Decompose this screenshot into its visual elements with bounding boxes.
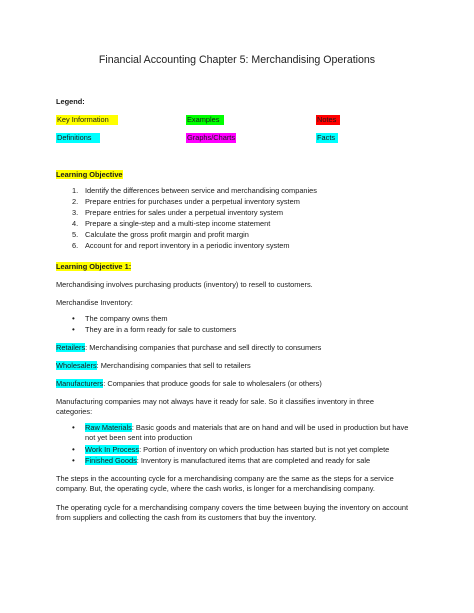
- category-text: : Inventory is manufactured items that are completed and ready for sale: [136, 456, 371, 466]
- category-term: Finished Goods: [85, 456, 137, 466]
- legend-facts-label: Facts: [316, 133, 338, 143]
- definition-wholesalers: [56, 361, 251, 371]
- definition-term: Manufacturers: [56, 379, 104, 388]
- merchandise-inventory-heading: Merchandise Inventory:: [56, 298, 133, 307]
- learning-objective-heading-text: Learning Objective: [56, 170, 123, 179]
- legend-key-information-label: Key Information: [56, 115, 118, 125]
- learning-objective-1-heading-text: Learning Objective 1:: [56, 262, 132, 271]
- legend-notes-label: Notes: [316, 115, 340, 125]
- accounting-cycle-paragraph: The steps in the accounting cycle for a merchandising company are the same as the steps for a service company. But, the operating cycle, where the cash works, is longer for a merchandising company.: [56, 474, 394, 493]
- category-text: : Portion of inventory on which production has started but is not yet complete: [139, 445, 390, 454]
- document-title: Financial Accounting Chapter 5: Merchandising Operations: [98, 54, 376, 66]
- legend-examples-label: Examples: [186, 115, 224, 125]
- merchandising-intro: Merchandising involves purchasing products (inventory) to resell to customers.: [56, 280, 313, 289]
- category-term: Work In Process: [85, 445, 140, 454]
- manufacturing-paragraph: Manufacturing companies may not always have it ready for sale. So it classifies inventory in three categories:: [56, 397, 374, 416]
- learning-objective-1-heading: [56, 262, 131, 272]
- definition-term: Retailers: [56, 343, 86, 352]
- definition-retailers: [56, 343, 321, 353]
- legend-notes: [316, 115, 340, 125]
- legend-graphs-charts-label: Graphs/Charts: [187, 133, 236, 142]
- legend-examples: [186, 115, 224, 125]
- category-text: : Basic goods and materials that are on hand and will be used in production but have not yet been sent into production: [85, 423, 409, 442]
- operating-cycle-paragraph: The operating cycle for a merchandising company covers the time between buying the inventory on account from suppliers and collecting the cash from its customers that buy the inventory.: [56, 503, 409, 522]
- learning-objective-heading: [56, 170, 123, 180]
- definition-text: : Merchandising companies that sell to retailers: [96, 361, 251, 370]
- legend-key-information: [56, 115, 118, 125]
- definition-manufacturers: [56, 379, 322, 389]
- legend-definitions: [56, 133, 100, 143]
- category-term: Raw Materials: [85, 423, 132, 432]
- definition-text: : Companies that produce goods for sale to wholesalers (or others): [103, 379, 322, 388]
- legend-facts: [316, 133, 338, 143]
- legend-heading: Legend:: [56, 97, 85, 106]
- legend-definitions-label: Definitions: [56, 133, 100, 143]
- definition-text: : Merchandising companies that purchase and sell directly to consumers: [85, 343, 322, 352]
- definition-term: Wholesalers: [56, 361, 97, 370]
- document-page: Financial Accounting Chapter 5: Merchandising Operations Legend: Key Information Examples Notes Definitions Graphs/Charts Facts Learning Objective 1. Identify the differences between service and merchandising companies 2. Prepare entries for purchases under a perpetual inventory system 3. Prepare entries for sales under a perpetual inventory system 4. Prepare a single-step and a multi-step income statement 5. Calculate the gross profit margin and profit margin 6. Account for and report inventory in a periodic inventory system Learning Objective 1: Merchandising involves purchasing products (inventory) to resell to customers. Merchandise Inventory: • The company owns them • They are in a form ready for sale to customers Retailers: Merchandising companies that purchase and sell directly to consumers Wholesalers: Merchandising companies that sell to retailers Manufacturers: Companies that produce goods for sale to wholesalers (or others) Manufacturing companies may not always have it ready for sale. So it classifies inventory in three categories: • Raw Materials: Basic goods and materials that are on hand and will be used in production but have not yet been sent into production • Work In Process: Portion of inventory on which production has started but is not yet complete • Finished Goods: Inventory is manufactured items that are completed and ready for sale The steps in the accounting cycle for a merchandising company are the same as the steps for a service company. But, the operating cycle, where the cash works, is longer for a merchandising company. The operating cycle for a merchandising company covers the time between buying the inventory on account from suppliers and collecting the cash from its customers that buy the inventory.: [0, 0, 474, 613]
- legend-graphs-charts: [186, 133, 236, 143]
